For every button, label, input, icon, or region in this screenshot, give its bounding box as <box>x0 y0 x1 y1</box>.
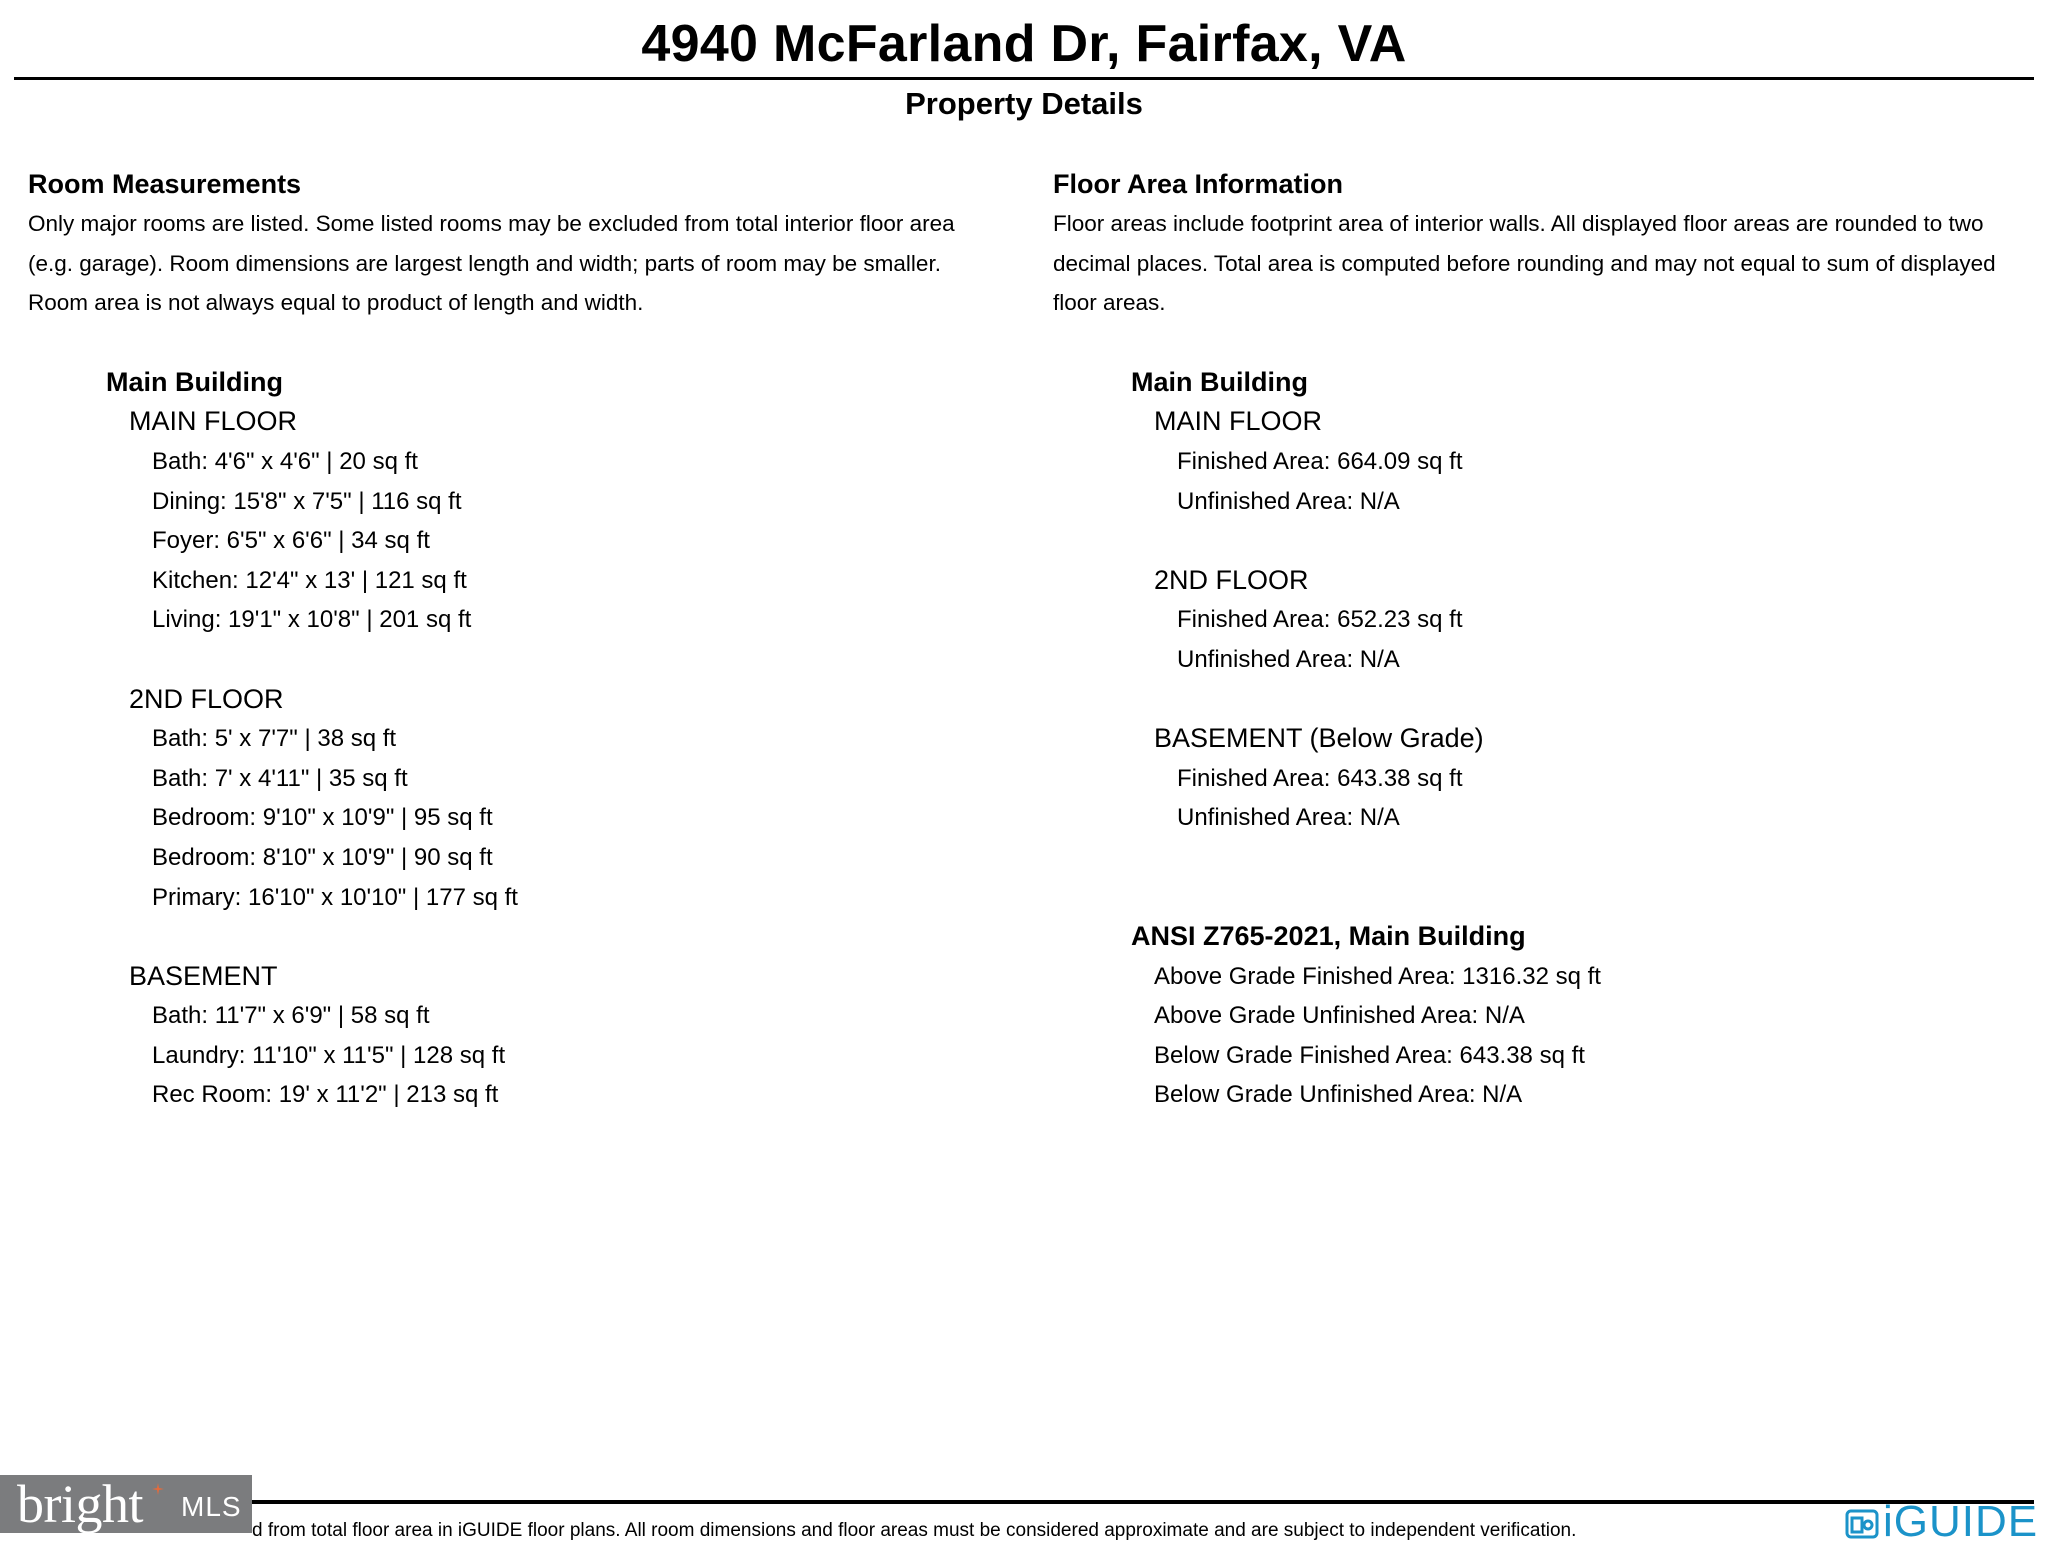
area-floor-basement <box>1131 719 2043 838</box>
page-subtitle: Property Details <box>905 86 1143 121</box>
floor-area-intro <box>1053 204 2043 323</box>
room-item: Kitchen: 12'4" x 13' | 121 sq ft <box>152 566 467 594</box>
room-item: Dining: 15'8" x 7'5" | 116 sq ft <box>152 487 462 515</box>
room-measurements-heading: Room Measurements <box>28 169 302 199</box>
floor-heading: MAIN FLOOR <box>1154 406 1323 437</box>
floor-heading: 2ND FLOOR <box>129 683 284 714</box>
ansi-line: Below Grade Finished Area: 643.38 sq ft <box>1154 1041 1585 1069</box>
room-item: Bath: 4'6" x 4'6" | 20 sq ft <box>152 447 418 475</box>
unfinished-area: Unfinished Area: N/A <box>1177 645 1400 673</box>
intro-line: (e.g. garage). Room dimensions are largest length and width; parts of room may be smaller. <box>28 250 941 276</box>
intro-line: Floor areas include footprint area of interior walls. All displayed floor areas are rounded to two <box>1053 211 1984 236</box>
room-measurements-intro <box>28 204 1028 323</box>
intro-line: Only major rooms are listed. Some listed rooms may be excluded from total interior floor area <box>28 211 955 236</box>
area-floor-main <box>1131 402 2043 521</box>
room-item: Bedroom: 9'10" x 10'9" | 95 sq ft <box>152 804 493 832</box>
intro-line: Room area is not always equal to product of length and width. <box>28 290 644 316</box>
footer-disclaimer: d from total floor area in iGUIDE floor plans. All room dimensions and floor areas must be considered approximate and are subject to independent verification. <box>252 1520 1577 1541</box>
iguide-camera-icon <box>1845 1508 1879 1542</box>
unfinished-area: Unfinished Area: N/A <box>1177 804 1400 832</box>
watermark-suffix: MLS <box>181 1491 242 1522</box>
floor-group-main <box>106 402 1028 640</box>
room-item: Bath: 5' x 7'7" | 38 sq ft <box>152 725 397 753</box>
iguide-logo <box>1845 1497 2039 1546</box>
watermark-brand: bright <box>17 1474 143 1534</box>
room-item: Primary: 16'10" x 10'10" | 177 sq ft <box>152 883 518 911</box>
building-heading: Main Building <box>1131 366 1308 397</box>
floor-heading: MAIN FLOOR <box>129 406 298 437</box>
floor-area-section <box>1053 164 2043 1115</box>
finished-area: Finished Area: 664.09 sq ft <box>1177 447 1463 475</box>
ansi-line: Above Grade Finished Area: 1316.32 sq ft <box>1154 962 1601 990</box>
intro-line: decimal places. Total area is computed before rounding and may not equal to sum of displayed <box>1053 250 1996 276</box>
floor-group-basement <box>106 957 1028 1115</box>
iguide-wordmark: iGUIDE <box>1883 1497 2039 1546</box>
area-floor-2nd <box>1131 561 2043 680</box>
room-item: Bath: 7' x 4'11" | 35 sq ft <box>152 764 408 792</box>
room-item: Living: 19'1" x 10'8" | 201 sq ft <box>152 606 472 634</box>
ansi-heading: ANSI Z765-2021, Main Building <box>1131 921 1526 952</box>
bright-mls-watermark <box>0 1475 252 1533</box>
room-measurements-section <box>28 164 1028 1115</box>
floor-heading: 2ND FLOOR <box>1154 564 1309 595</box>
spark-icon <box>152 1483 164 1495</box>
room-item: Laundry: 11'10" x 11'5" | 128 sq ft <box>152 1041 506 1069</box>
room-item: Rec Room: 19' x 11'2" | 213 sq ft <box>152 1081 499 1109</box>
area-building-block <box>1053 363 2043 838</box>
floor-heading: BASEMENT <box>129 960 278 991</box>
unfinished-area: Unfinished Area: N/A <box>1177 487 1400 515</box>
building-heading: Main Building <box>106 366 283 397</box>
rooms-building-block <box>28 363 1028 1115</box>
floor-area-heading: Floor Area Information <box>1053 169 1344 199</box>
floor-group-2nd <box>106 680 1028 918</box>
ansi-line: Below Grade Unfinished Area: N/A <box>1154 1081 1523 1109</box>
intro-line: floor areas. <box>1053 290 1166 316</box>
room-item: Bedroom: 8'10" x 10'9" | 90 sq ft <box>152 843 493 871</box>
page-title: 4940 McFarland Dr, Fairfax, VA <box>641 15 1407 73</box>
finished-area: Finished Area: 643.38 sq ft <box>1177 764 1463 792</box>
footer-divider <box>14 1500 2034 1504</box>
header-divider <box>14 77 2034 80</box>
finished-area: Finished Area: 652.23 sq ft <box>1177 606 1463 634</box>
room-item: Foyer: 6'5" x 6'6" | 34 sq ft <box>152 527 430 555</box>
ansi-line: Above Grade Unfinished Area: N/A <box>1154 1002 1525 1030</box>
ansi-block <box>1053 917 2043 1115</box>
floor-heading: BASEMENT (Below Grade) <box>1154 723 1484 754</box>
room-item: Bath: 11'7" x 6'9" | 58 sq ft <box>152 1002 430 1030</box>
